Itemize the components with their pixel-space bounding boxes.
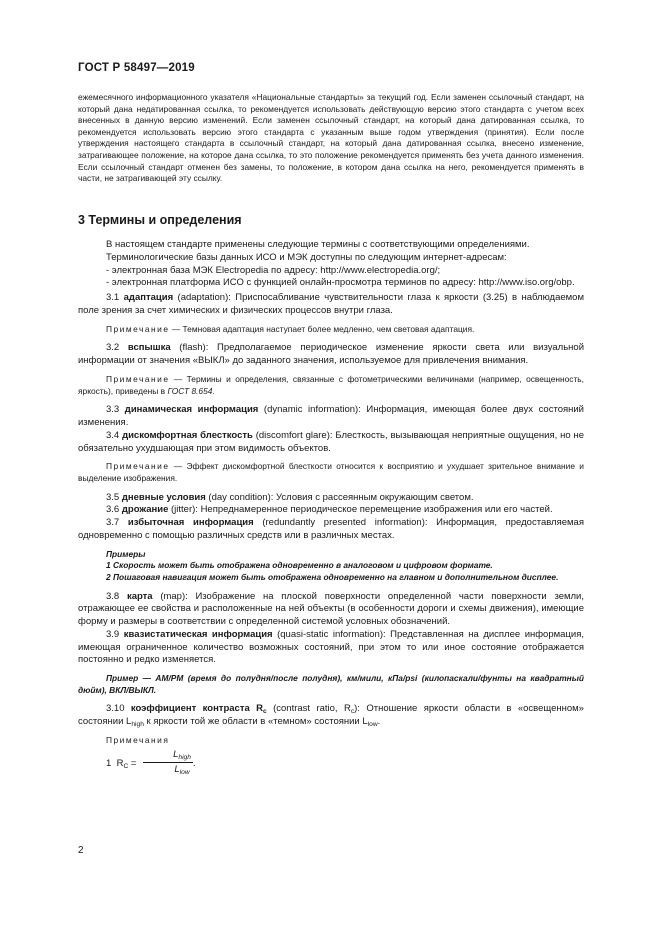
- term-3-6-name: дрожание: [121, 504, 169, 516]
- term-3-2-name: вспышка: [127, 342, 171, 354]
- term-3-1: 3.1 адаптация (adaptation): Приспосабливание чувствительности глаза к яркости (3.25) в наблюдаемом поле зрения за счет химических и физических процессов внутри глаза.: [78, 292, 584, 316]
- term-3-3-name: динамическая информация: [124, 404, 259, 416]
- term-3-3: 3.3 динамическая информация (dynamic information): Информация, имеющая более двух состояний изменения.: [78, 404, 584, 428]
- notes-3-10-label: Примечания: [106, 735, 170, 746]
- page-header-standard: ГОСТ Р 58497—2019: [78, 62, 195, 74]
- section-3-lead-2: Терминологические базы данных ИСО и МЭК доступны по следующим интернет-адресам:: [106, 251, 507, 263]
- term-3-5-name: дневные условия: [121, 491, 206, 503]
- note-3-2: Примечание — Термины и определения, связанные с фотометрическими величинами (например, освещенность, яркость), приведены в ГОСТ 8.654.: [78, 373, 584, 396]
- term-3-4-name: дискомфортная блесткость: [122, 429, 253, 441]
- term-3-8: 3.8 карта (map): Изображение на плоской поверхности определенной части поверхности земли, отражающее ее свойства и расположенные на ней объекты (в особенности дороги и схемы движения), имеющие форму и размеры в соответствии с определенной системой условных обозначений.: [78, 590, 584, 628]
- formula-contrast-ratio: 1 $R_C$ = $\frac{L_{high}}{L_{low}}$ .: [106, 748, 196, 777]
- term-3-5: 3.5 дневные условия (day condition): Условия с рассеянным окружающим светом.: [106, 491, 474, 503]
- term-3-10-name: коэффициент контраста $R_c$: [130, 703, 267, 716]
- section-3-lead-1: В настоящем стандарте применены следующие термины с соответствующими определениями.: [106, 239, 530, 250]
- term-3-7-name: избыточная информация: [127, 517, 254, 529]
- example-3-7-2: 2 Пошаговая навигация может быть отображена одновременно на главном и дополнительном дисплее.: [106, 571, 559, 582]
- examples-3-7-title: Примеры: [106, 548, 146, 559]
- term-3-4: 3.4 дискомфортная блесткость (discomfort glare): Блесткость, вызывающая неприятные ощущения, но не обязательно ухудшающая при этом видимость объектов.: [78, 429, 584, 454]
- term-3-6: 3.6 дрожание (jitter): Непреднамеренное периодическое перемещение изображения или его частей.: [106, 504, 553, 516]
- intro-block: [78, 92, 584, 185]
- term-3-7: 3.7 избыточная информация (redundantly presented information): Информация, предоставляемая одновременно с помощью различных средств или в различных местах.: [78, 517, 584, 541]
- section-3-bullet-2: - электронная платформа ИСО с функцией онлайн-просмотра терминов по адресу: http://www.iso.org/obp.: [106, 277, 575, 289]
- term-3-9-name: квазистатическая информация: [123, 628, 273, 640]
- term-3-8-name: карта: [126, 590, 153, 602]
- term-3-10: 3.10 коэффициент контраста $R_c$ (contrast ratio, $R_c$): Отношение яркости области в «освещенном» состоянии $L_{high}$ к яркости той же области в «темном» состоянии $L_{low}$.: [78, 703, 584, 729]
- note-3-4: Примечание — Эффект дискомфортной блесткости относится к восприятию и ухудшает зрительное внимание и выделение изображения.: [78, 461, 584, 483]
- intro-paragraph: ежемесячного информационного указателя «Национальные стандарты» за текущий год. Если заменен ссылочный стандарт, на который дана недатированная ссылка, то рекомендуется использовать действующую версию этого стандарта с учетом всех внесенных в данную версию изменений. Если заменен ссылочный стандарт, на который дана датированная ссылка, то рекомендуется использовать версию этого стандарта с указанным выше годом утверждения (принятия). Если после утверждения настоящего стандарта в ссылочный стандарт, на который дана датированная ссылка, внесено изменение, затрагивающее положение, на которое дана ссылка, то это положение рекомендуется применять без учета данного изменения. Если ссылочный стандарт отменен без замены, то положение, в котором дана ссылка на него, рекомендуется применять в части, не затрагивающей эту ссылку.: [78, 92, 584, 184]
- section-3-heading-block: [78, 213, 584, 227]
- term-3-2: 3.2 вспышка (flash): Предполагаемое периодическое изменение яркости света или визуальной информации от значения «ВЫКЛ» до заданного значения, используемое для привлечения внимания.: [78, 342, 584, 367]
- example-3-9: Пример — AM/PM (время до полудня/после полудня), км/мили, кПа/psi (килопаскали/фунты на квадратный дюйм), ВКЛ/ВЫКЛ.: [78, 673, 584, 695]
- section-3-bullet-1: - электронная база МЭК Electropedia по адресу: http://www.electropedia.org/;: [106, 264, 441, 276]
- example-3-7-1: 1 Скорость может быть отображена одновременно в аналоговом и цифровом формате.: [106, 560, 493, 571]
- term-3-9: 3.9 квазистатическая информация (quasi-static information): Представленная на дисплее информация, имеющая ограниченное количество возможных состояний, при этом то или иное состояние отображается постоянно и редко изменяется.: [78, 628, 584, 666]
- note-3-1: Примечание — Темновая адаптация наступает более медленно, чем световая адаптация.: [106, 323, 475, 334]
- section-3-body: [78, 239, 584, 777]
- page-number: 2: [78, 845, 84, 856]
- term-3-1-name: адаптация: [123, 292, 174, 304]
- section-3-title: 3 Термины и определения: [78, 213, 242, 227]
- formula-fraction: $\frac{L_{high}}{L_{low}}$: [143, 749, 193, 778]
